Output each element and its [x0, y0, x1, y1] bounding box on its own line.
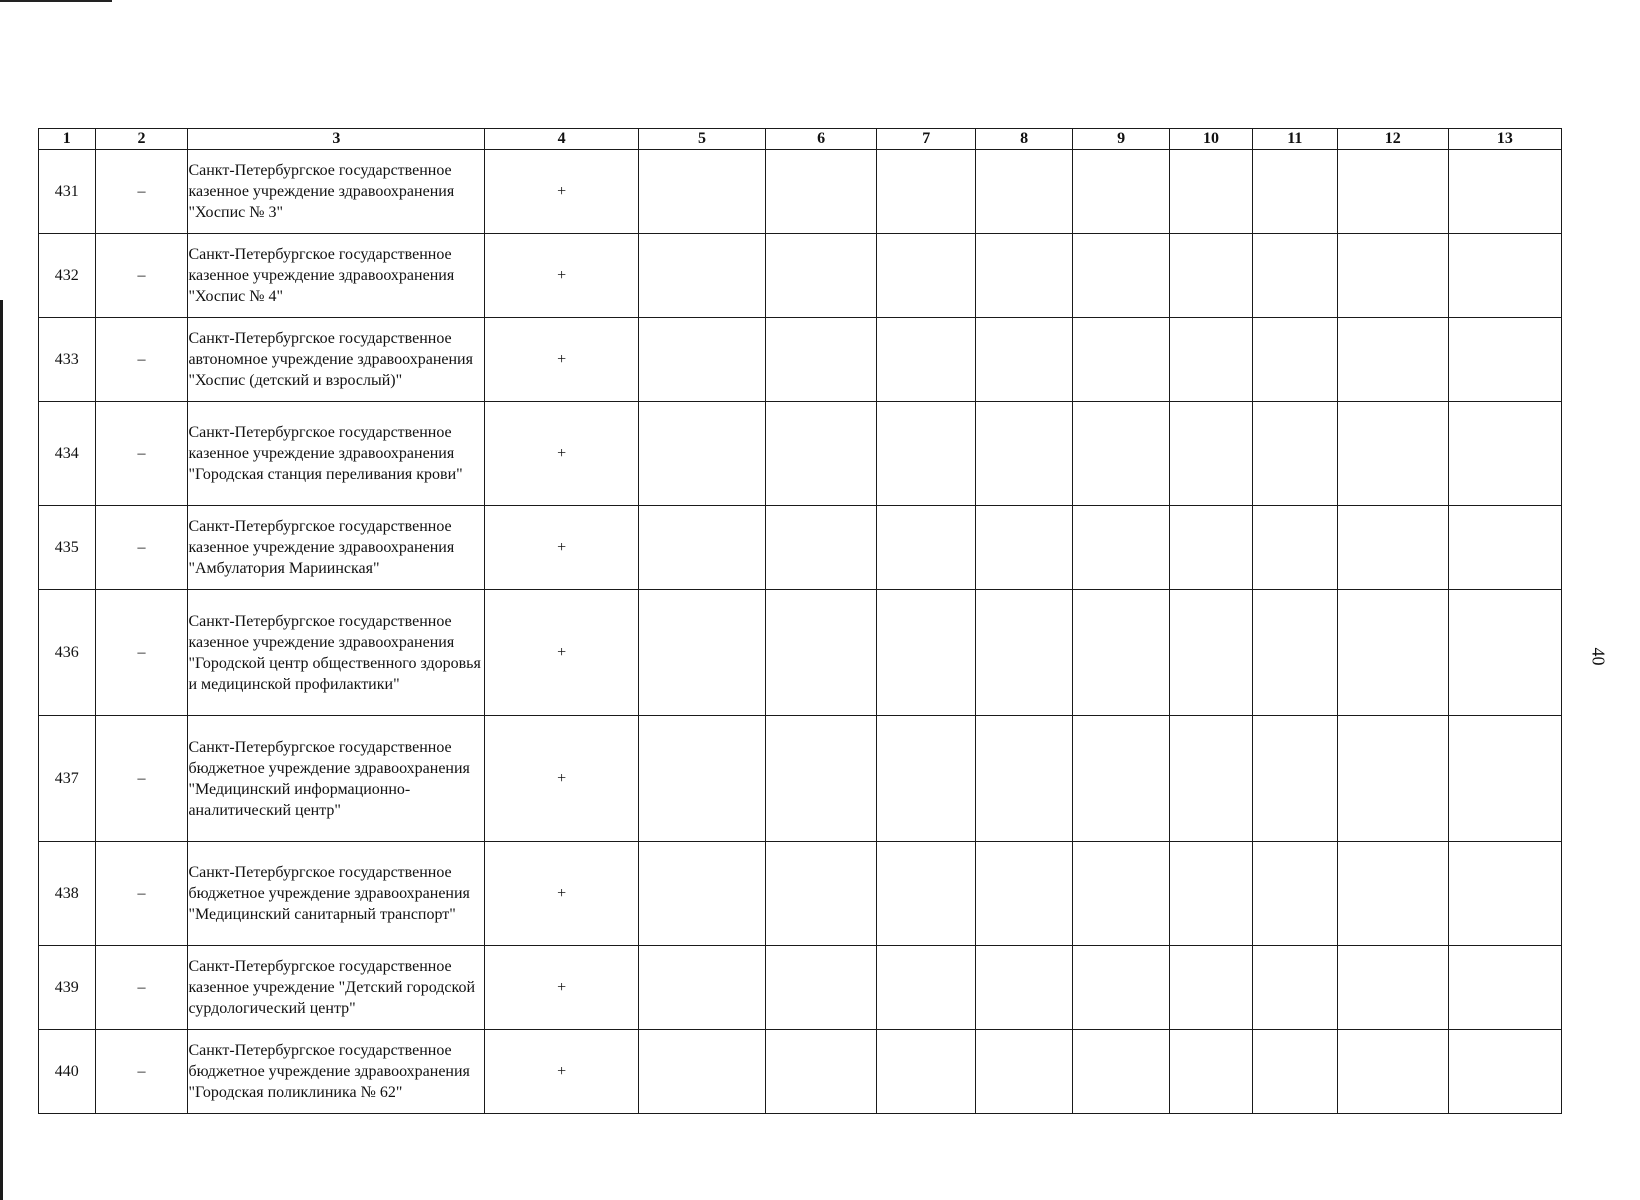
empty-cell: [638, 716, 765, 842]
table-row: [39, 506, 1562, 590]
empty-cell: [1448, 716, 1561, 842]
empty-cell: [976, 318, 1073, 402]
empty-cell: [1448, 150, 1561, 234]
empty-cell: [1170, 506, 1253, 590]
institution-name-cell: Санкт-Петербургское государственное бюджетное учреждение здравоохранения "Городская поликлиника № 62": [188, 1030, 485, 1114]
empty-cell: [1448, 1030, 1561, 1114]
empty-cell: [1170, 234, 1253, 318]
registry-table: [38, 128, 1562, 1114]
empty-cell: [877, 842, 976, 946]
empty-cell: [638, 402, 765, 506]
empty-cell: [638, 590, 765, 716]
plus-mark-cell: +: [485, 1030, 639, 1114]
institution-name-cell: Санкт-Петербургское государственное бюджетное учреждение здравоохранения "Медицинский информационно-аналитический центр": [188, 716, 485, 842]
column-header: 9: [1073, 129, 1170, 150]
institution-name-cell: Санкт-Петербургское государственное казенное учреждение здравоохранения "Хоспис № 3": [188, 150, 485, 234]
table-row: [39, 716, 1562, 842]
empty-cell: [1448, 506, 1561, 590]
empty-cell: [1252, 402, 1337, 506]
empty-cell: [1170, 946, 1253, 1030]
header-row: [39, 129, 1562, 150]
table-row: [39, 150, 1562, 234]
empty-cell: [1252, 150, 1337, 234]
table-row: [39, 318, 1562, 402]
column-header: 4: [485, 129, 639, 150]
empty-cell: [1337, 506, 1448, 590]
empty-cell: [766, 1030, 877, 1114]
empty-cell: [1170, 150, 1253, 234]
empty-cell: [877, 946, 976, 1030]
empty-cell: [1170, 842, 1253, 946]
empty-cell: [1337, 842, 1448, 946]
empty-cell: [1252, 318, 1337, 402]
row-number-cell: 433: [39, 318, 96, 402]
row-number-cell: 439: [39, 946, 96, 1030]
empty-cell: [638, 842, 765, 946]
empty-cell: [877, 1030, 976, 1114]
empty-cell: [638, 234, 765, 318]
empty-cell: [1448, 318, 1561, 402]
row-number-cell: 435: [39, 506, 96, 590]
empty-cell: [976, 946, 1073, 1030]
empty-cell: [1252, 590, 1337, 716]
column-header: 8: [976, 129, 1073, 150]
table-header: [39, 129, 1562, 150]
empty-cell: [976, 590, 1073, 716]
empty-cell: [1252, 716, 1337, 842]
empty-cell: [766, 402, 877, 506]
empty-cell: [1252, 842, 1337, 946]
empty-cell: [1170, 590, 1253, 716]
plus-mark-cell: +: [485, 234, 639, 318]
column-header: 7: [877, 129, 976, 150]
empty-cell: [1337, 716, 1448, 842]
table-row: [39, 946, 1562, 1030]
empty-cell: [1252, 946, 1337, 1030]
empty-cell: [1073, 842, 1170, 946]
row-number-cell: 436: [39, 590, 96, 716]
empty-cell: [766, 946, 877, 1030]
empty-cell: [1337, 402, 1448, 506]
empty-cell: [976, 150, 1073, 234]
dash-cell: –: [95, 150, 188, 234]
empty-cell: [766, 590, 877, 716]
table-row: [39, 842, 1562, 946]
empty-cell: [1448, 946, 1561, 1030]
column-header: 1: [39, 129, 96, 150]
empty-cell: [1170, 402, 1253, 506]
empty-cell: [976, 402, 1073, 506]
plus-mark-cell: +: [485, 150, 639, 234]
institution-name-cell: Санкт-Петербургское государственное казенное учреждение здравоохранения "Городской центр общественного здоровья и медицинской профилактики": [188, 590, 485, 716]
empty-cell: [766, 506, 877, 590]
empty-cell: [1252, 1030, 1337, 1114]
dash-cell: –: [95, 716, 188, 842]
empty-cell: [1073, 716, 1170, 842]
empty-cell: [1073, 590, 1170, 716]
plus-mark-cell: +: [485, 402, 639, 506]
institution-name-cell: Санкт-Петербургское государственное казенное учреждение здравоохранения "Городская станция переливания крови": [188, 402, 485, 506]
empty-cell: [1073, 234, 1170, 318]
column-header: 10: [1170, 129, 1253, 150]
empty-cell: [1170, 1030, 1253, 1114]
dash-cell: –: [95, 590, 188, 716]
dash-cell: –: [95, 506, 188, 590]
dash-cell: –: [95, 234, 188, 318]
table-row: [39, 1030, 1562, 1114]
empty-cell: [1073, 1030, 1170, 1114]
empty-cell: [877, 318, 976, 402]
dash-cell: –: [95, 842, 188, 946]
column-header: 5: [638, 129, 765, 150]
plus-mark-cell: +: [485, 842, 639, 946]
scan-edge-mark-top: [0, 0, 112, 2]
empty-cell: [1073, 150, 1170, 234]
column-header: 6: [766, 129, 877, 150]
empty-cell: [877, 234, 976, 318]
institution-name-cell: Санкт-Петербургское государственное казенное учреждение здравоохранения "Хоспис № 4": [188, 234, 485, 318]
empty-cell: [976, 716, 1073, 842]
scan-edge-mark-left: [0, 300, 3, 1200]
dash-cell: –: [95, 402, 188, 506]
plus-mark-cell: +: [485, 590, 639, 716]
institution-name-cell: Санкт-Петербургское государственное казенное учреждение здравоохранения "Амбулатория Мариинская": [188, 506, 485, 590]
empty-cell: [638, 150, 765, 234]
table-row: [39, 402, 1562, 506]
empty-cell: [976, 842, 1073, 946]
empty-cell: [1448, 234, 1561, 318]
institution-name-cell: Санкт-Петербургское государственное казенное учреждение "Детский городской сурдологический центр": [188, 946, 485, 1030]
table-row: [39, 590, 1562, 716]
plus-mark-cell: +: [485, 506, 639, 590]
institution-name-cell: Санкт-Петербургское государственное бюджетное учреждение здравоохранения "Медицинский санитарный транспорт": [188, 842, 485, 946]
empty-cell: [1337, 946, 1448, 1030]
empty-cell: [766, 716, 877, 842]
empty-cell: [766, 234, 877, 318]
empty-cell: [766, 842, 877, 946]
row-number-cell: 432: [39, 234, 96, 318]
row-number-cell: 437: [39, 716, 96, 842]
column-header: 11: [1252, 129, 1337, 150]
empty-cell: [638, 506, 765, 590]
empty-cell: [1170, 716, 1253, 842]
empty-cell: [638, 946, 765, 1030]
dash-cell: –: [95, 1030, 188, 1114]
empty-cell: [766, 318, 877, 402]
column-header: 2: [95, 129, 188, 150]
empty-cell: [638, 1030, 765, 1114]
empty-cell: [1252, 234, 1337, 318]
empty-cell: [1337, 590, 1448, 716]
dash-cell: –: [95, 318, 188, 402]
plus-mark-cell: +: [485, 318, 639, 402]
empty-cell: [766, 150, 877, 234]
plus-mark-cell: +: [485, 946, 639, 1030]
empty-cell: [1073, 402, 1170, 506]
dash-cell: –: [95, 946, 188, 1030]
table-body: [39, 150, 1562, 1114]
table-row: [39, 234, 1562, 318]
empty-cell: [976, 1030, 1073, 1114]
empty-cell: [1073, 318, 1170, 402]
column-header: 3: [188, 129, 485, 150]
institution-name-cell: Санкт-Петербургское государственное автономное учреждение здравоохранения "Хоспис (детский и взрослый)": [188, 318, 485, 402]
row-number-cell: 438: [39, 842, 96, 946]
empty-cell: [1073, 506, 1170, 590]
empty-cell: [1337, 234, 1448, 318]
column-header: 12: [1337, 129, 1448, 150]
empty-cell: [877, 402, 976, 506]
empty-cell: [1073, 946, 1170, 1030]
empty-cell: [1337, 150, 1448, 234]
empty-cell: [976, 234, 1073, 318]
page-number: 40: [1588, 647, 1609, 666]
empty-cell: [1337, 318, 1448, 402]
empty-cell: [1448, 402, 1561, 506]
empty-cell: [1170, 318, 1253, 402]
empty-cell: [877, 150, 976, 234]
empty-cell: [1252, 506, 1337, 590]
plus-mark-cell: +: [485, 716, 639, 842]
empty-cell: [976, 506, 1073, 590]
empty-cell: [638, 318, 765, 402]
row-number-cell: 440: [39, 1030, 96, 1114]
empty-cell: [877, 506, 976, 590]
row-number-cell: 431: [39, 150, 96, 234]
column-header: 13: [1448, 129, 1561, 150]
empty-cell: [1448, 842, 1561, 946]
empty-cell: [1337, 1030, 1448, 1114]
row-number-cell: 434: [39, 402, 96, 506]
empty-cell: [877, 590, 976, 716]
empty-cell: [1448, 590, 1561, 716]
empty-cell: [877, 716, 976, 842]
